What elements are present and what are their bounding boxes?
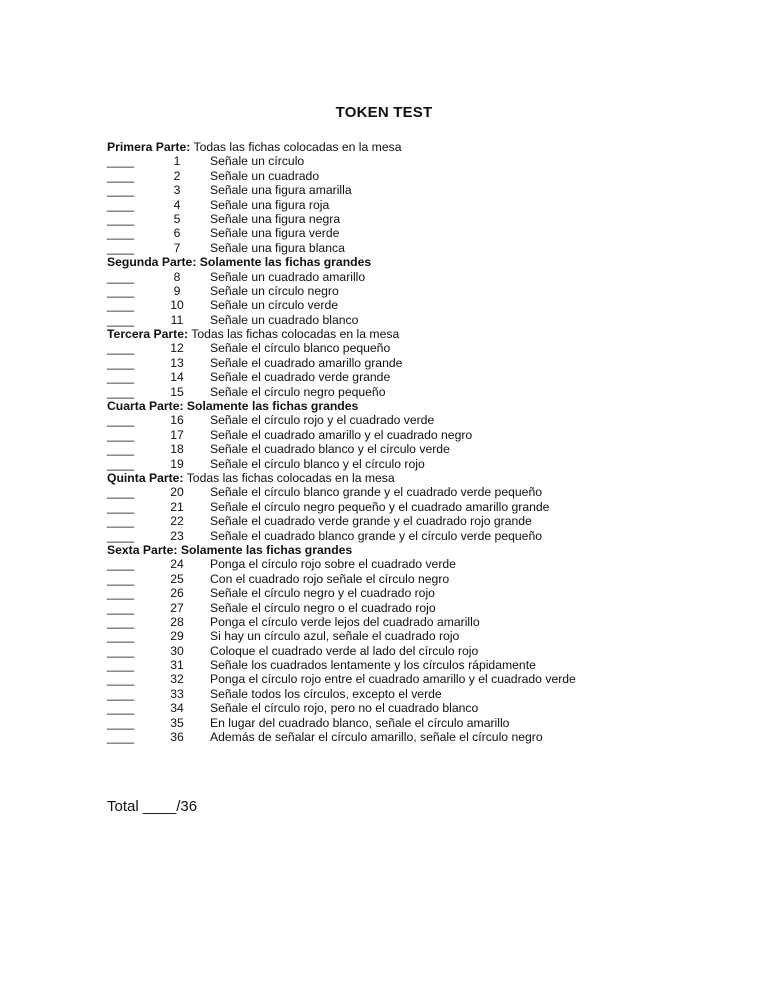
score-blank: ____	[107, 427, 135, 442]
section-heading-bold: Sexta Parte: Solamente las fichas grandes	[107, 542, 353, 557]
item-number: 11	[170, 312, 184, 327]
test-item-row	[107, 572, 707, 586]
section-heading	[107, 543, 707, 557]
item-instruction: Señale el círculo rojo y el cuadrado verde	[210, 413, 435, 428]
section-heading-bold: Cuarta Parte: Solamente las fichas grandes	[107, 399, 359, 414]
item-instruction: Señale una figura verde	[210, 226, 340, 241]
score-blank: ____	[107, 283, 135, 298]
item-number: 24	[170, 557, 184, 572]
test-item-row	[107, 154, 707, 168]
test-item-row	[107, 198, 707, 212]
item-number: 15	[170, 384, 184, 399]
score-blank: ____	[107, 298, 135, 313]
item-number: 19	[170, 456, 184, 471]
item-number: 23	[170, 528, 184, 543]
test-item-row	[107, 183, 707, 197]
item-instruction: Señale todos los círculos, excepto el verde	[210, 686, 442, 701]
score-blank: ____	[107, 514, 135, 529]
score-blank: ____	[107, 485, 135, 500]
section-heading	[107, 327, 707, 341]
test-item-row	[107, 169, 707, 183]
score-blank: ____	[107, 413, 135, 428]
item-instruction: Señale el círculo blanco grande y el cuadrado verde pequeño	[210, 485, 543, 500]
item-instruction: Señale el cuadrado amarillo grande	[210, 355, 403, 370]
test-item-row	[107, 500, 707, 514]
item-number: 22	[170, 514, 184, 529]
test-item-row	[107, 428, 707, 442]
score-blank: ____	[107, 715, 135, 730]
test-item-row	[107, 586, 707, 600]
section-heading-bold: Tercera Parte:	[107, 327, 189, 342]
item-instruction: Señale el cuadrado amarillo y el cuadrado negro	[210, 427, 473, 442]
test-item-row	[107, 629, 707, 643]
item-instruction: Señale una figura amarilla	[210, 183, 352, 198]
item-number: 3	[173, 183, 181, 198]
score-blank: ____	[107, 240, 135, 255]
section-heading-bold: Segunda Parte: Solamente las fichas grandes	[107, 255, 372, 270]
score-blank: ____	[107, 658, 135, 673]
item-number: 12	[170, 341, 184, 356]
item-number: 29	[170, 629, 184, 644]
item-instruction: Señale un cuadrado amarillo	[210, 269, 366, 284]
item-instruction: Señale el cuadrado verde grande	[210, 370, 391, 385]
test-item-row	[107, 226, 707, 240]
test-item-row	[107, 356, 707, 370]
item-number: 31	[170, 658, 184, 673]
section-heading-bold: Quinta Parte:	[107, 470, 184, 485]
item-instruction: Ponga el círculo rojo sobre el cuadrado verde	[210, 557, 456, 572]
item-number: 18	[170, 442, 184, 457]
score-blank: ____	[107, 600, 135, 615]
score-blank: ____	[107, 586, 135, 601]
test-item-row	[107, 644, 707, 658]
item-number: 26	[170, 586, 184, 601]
test-item-row	[107, 370, 707, 384]
total-score-line: Total ____/36	[107, 798, 198, 815]
item-instruction: Señale el círculo negro pequeño	[210, 384, 386, 399]
test-item-row	[107, 442, 707, 456]
score-blank: ____	[107, 183, 135, 198]
item-number: 1	[173, 154, 181, 169]
test-item-row	[107, 212, 707, 226]
item-instruction: Ponga el círculo verde lejos del cuadrado amarillo	[210, 614, 480, 629]
test-item-row	[107, 313, 707, 327]
item-instruction: Señale el cuadrado blanco y el círculo verde	[210, 442, 450, 457]
test-item-row	[107, 341, 707, 355]
test-item-row	[107, 615, 707, 629]
score-blank: ____	[107, 341, 135, 356]
test-item-row	[107, 687, 707, 701]
test-item-row	[107, 730, 707, 744]
item-number: 2	[173, 168, 181, 183]
test-item-row	[107, 385, 707, 399]
score-blank: ____	[107, 355, 135, 370]
score-blank: ____	[107, 629, 135, 644]
test-item-row	[107, 457, 707, 471]
item-number: 34	[170, 701, 184, 716]
test-item-row	[107, 284, 707, 298]
item-instruction: Señale el cuadrado blanco grande y el círculo verde pequeño	[210, 528, 543, 543]
item-instruction: Señale el círculo negro y el cuadrado rojo	[210, 586, 435, 601]
score-blank: ____	[107, 499, 135, 514]
item-instruction: Señale una figura roja	[210, 197, 330, 212]
item-instruction: Señale el círculo blanco y el círculo rojo	[210, 456, 425, 471]
test-item-row	[107, 270, 707, 284]
test-item-row	[107, 716, 707, 730]
document-title: TOKEN TEST	[335, 104, 433, 121]
score-blank: ____	[107, 456, 135, 471]
score-blank: ____	[107, 442, 135, 457]
score-blank: ____	[107, 269, 135, 284]
item-instruction: Señale una figura blanca	[210, 240, 345, 255]
section-heading	[107, 471, 707, 485]
test-item-row	[107, 701, 707, 715]
item-number: 36	[170, 730, 184, 745]
test-item-row	[107, 485, 707, 499]
item-instruction: Señale el círculo negro o el cuadrado rojo	[210, 600, 436, 615]
item-instruction: Señale el círculo negro pequeño y el cuadrado amarillo grande	[210, 499, 550, 514]
item-instruction: Señale el cuadrado verde grande y el cuadrado rojo grande	[210, 514, 532, 529]
test-items-list	[107, 140, 707, 744]
item-number: 21	[170, 499, 184, 514]
item-number: 28	[170, 614, 184, 629]
section-heading-description: Todas las fichas colocadas en la mesa	[190, 140, 402, 154]
item-instruction: Coloque el cuadrado verde al lado del círculo rojo	[210, 643, 479, 658]
score-blank: ____	[107, 686, 135, 701]
section-heading-description: Todas las fichas colocadas en la mesa	[188, 327, 400, 342]
item-number: 25	[170, 571, 184, 586]
test-item-row	[107, 298, 707, 312]
item-instruction: En lugar del cuadrado blanco, señale el círculo amarillo	[210, 715, 510, 730]
test-item-row	[107, 529, 707, 543]
section-heading-description: Todas las fichas colocadas en la mesa	[183, 470, 395, 485]
score-blank: ____	[107, 384, 135, 399]
score-blank: ____	[107, 312, 135, 327]
test-item-row	[107, 514, 707, 528]
test-item-row	[107, 557, 707, 571]
test-item-row	[107, 413, 707, 427]
item-instruction: Ponga el círculo rojo entre el cuadrado amarillo y el cuadrado verde	[210, 672, 576, 687]
item-number: 35	[170, 715, 184, 730]
item-number: 9	[173, 283, 181, 298]
item-number: 5	[173, 211, 181, 226]
item-number: 7	[173, 240, 181, 255]
item-number: 32	[170, 672, 184, 687]
item-number: 20	[170, 485, 184, 500]
test-item-row	[107, 672, 707, 686]
item-number: 13	[170, 355, 184, 370]
score-blank: ____	[107, 197, 135, 212]
item-instruction: Además de señalar el círculo amarillo, señale el círculo negro	[210, 730, 543, 745]
score-blank: ____	[107, 571, 135, 586]
score-blank: ____	[107, 211, 135, 226]
score-blank: ____	[107, 154, 135, 169]
score-blank: ____	[107, 643, 135, 658]
item-instruction: Señale una figura negra	[210, 211, 341, 226]
item-number: 10	[170, 298, 184, 313]
item-number: 4	[173, 197, 181, 212]
item-number: 27	[170, 600, 184, 615]
score-blank: ____	[107, 557, 135, 572]
section-heading	[107, 140, 707, 154]
item-instruction: Señale el círculo rojo, pero no el cuadrado blanco	[210, 701, 479, 716]
item-instruction: Con el cuadrado rojo señale el círculo negro	[210, 571, 450, 586]
test-item-row	[107, 658, 707, 672]
section-heading-bold: Primera Parte:	[107, 140, 191, 154]
item-instruction: Señale un círculo negro	[210, 283, 339, 298]
item-instruction: Señale un círculo verde	[210, 298, 339, 313]
item-instruction: Señale los cuadrados lentamente y los círculos rápidamente	[210, 658, 536, 673]
section-heading	[107, 255, 707, 269]
score-blank: ____	[107, 168, 135, 183]
score-blank: ____	[107, 701, 135, 716]
item-number: 6	[173, 226, 181, 241]
item-number: 16	[170, 413, 184, 428]
section-heading	[107, 399, 707, 413]
item-instruction: Señale el círculo blanco pequeño	[210, 341, 391, 356]
item-number: 30	[170, 643, 184, 658]
item-number: 17	[170, 427, 184, 442]
score-blank: ____	[107, 730, 135, 745]
item-number: 14	[170, 370, 184, 385]
item-instruction: Si hay un círculo azul, señale el cuadrado rojo	[210, 629, 460, 644]
item-number: 33	[170, 686, 184, 701]
item-instruction: Señale un círculo	[210, 154, 305, 169]
test-item-row	[107, 241, 707, 255]
score-blank: ____	[107, 226, 135, 241]
test-item-row	[107, 601, 707, 615]
score-blank: ____	[107, 528, 135, 543]
score-blank: ____	[107, 672, 135, 687]
item-instruction: Señale un cuadrado	[210, 168, 320, 183]
item-instruction: Señale un cuadrado blanco	[210, 312, 359, 327]
score-blank: ____	[107, 370, 135, 385]
score-blank: ____	[107, 614, 135, 629]
item-number: 8	[173, 269, 181, 284]
